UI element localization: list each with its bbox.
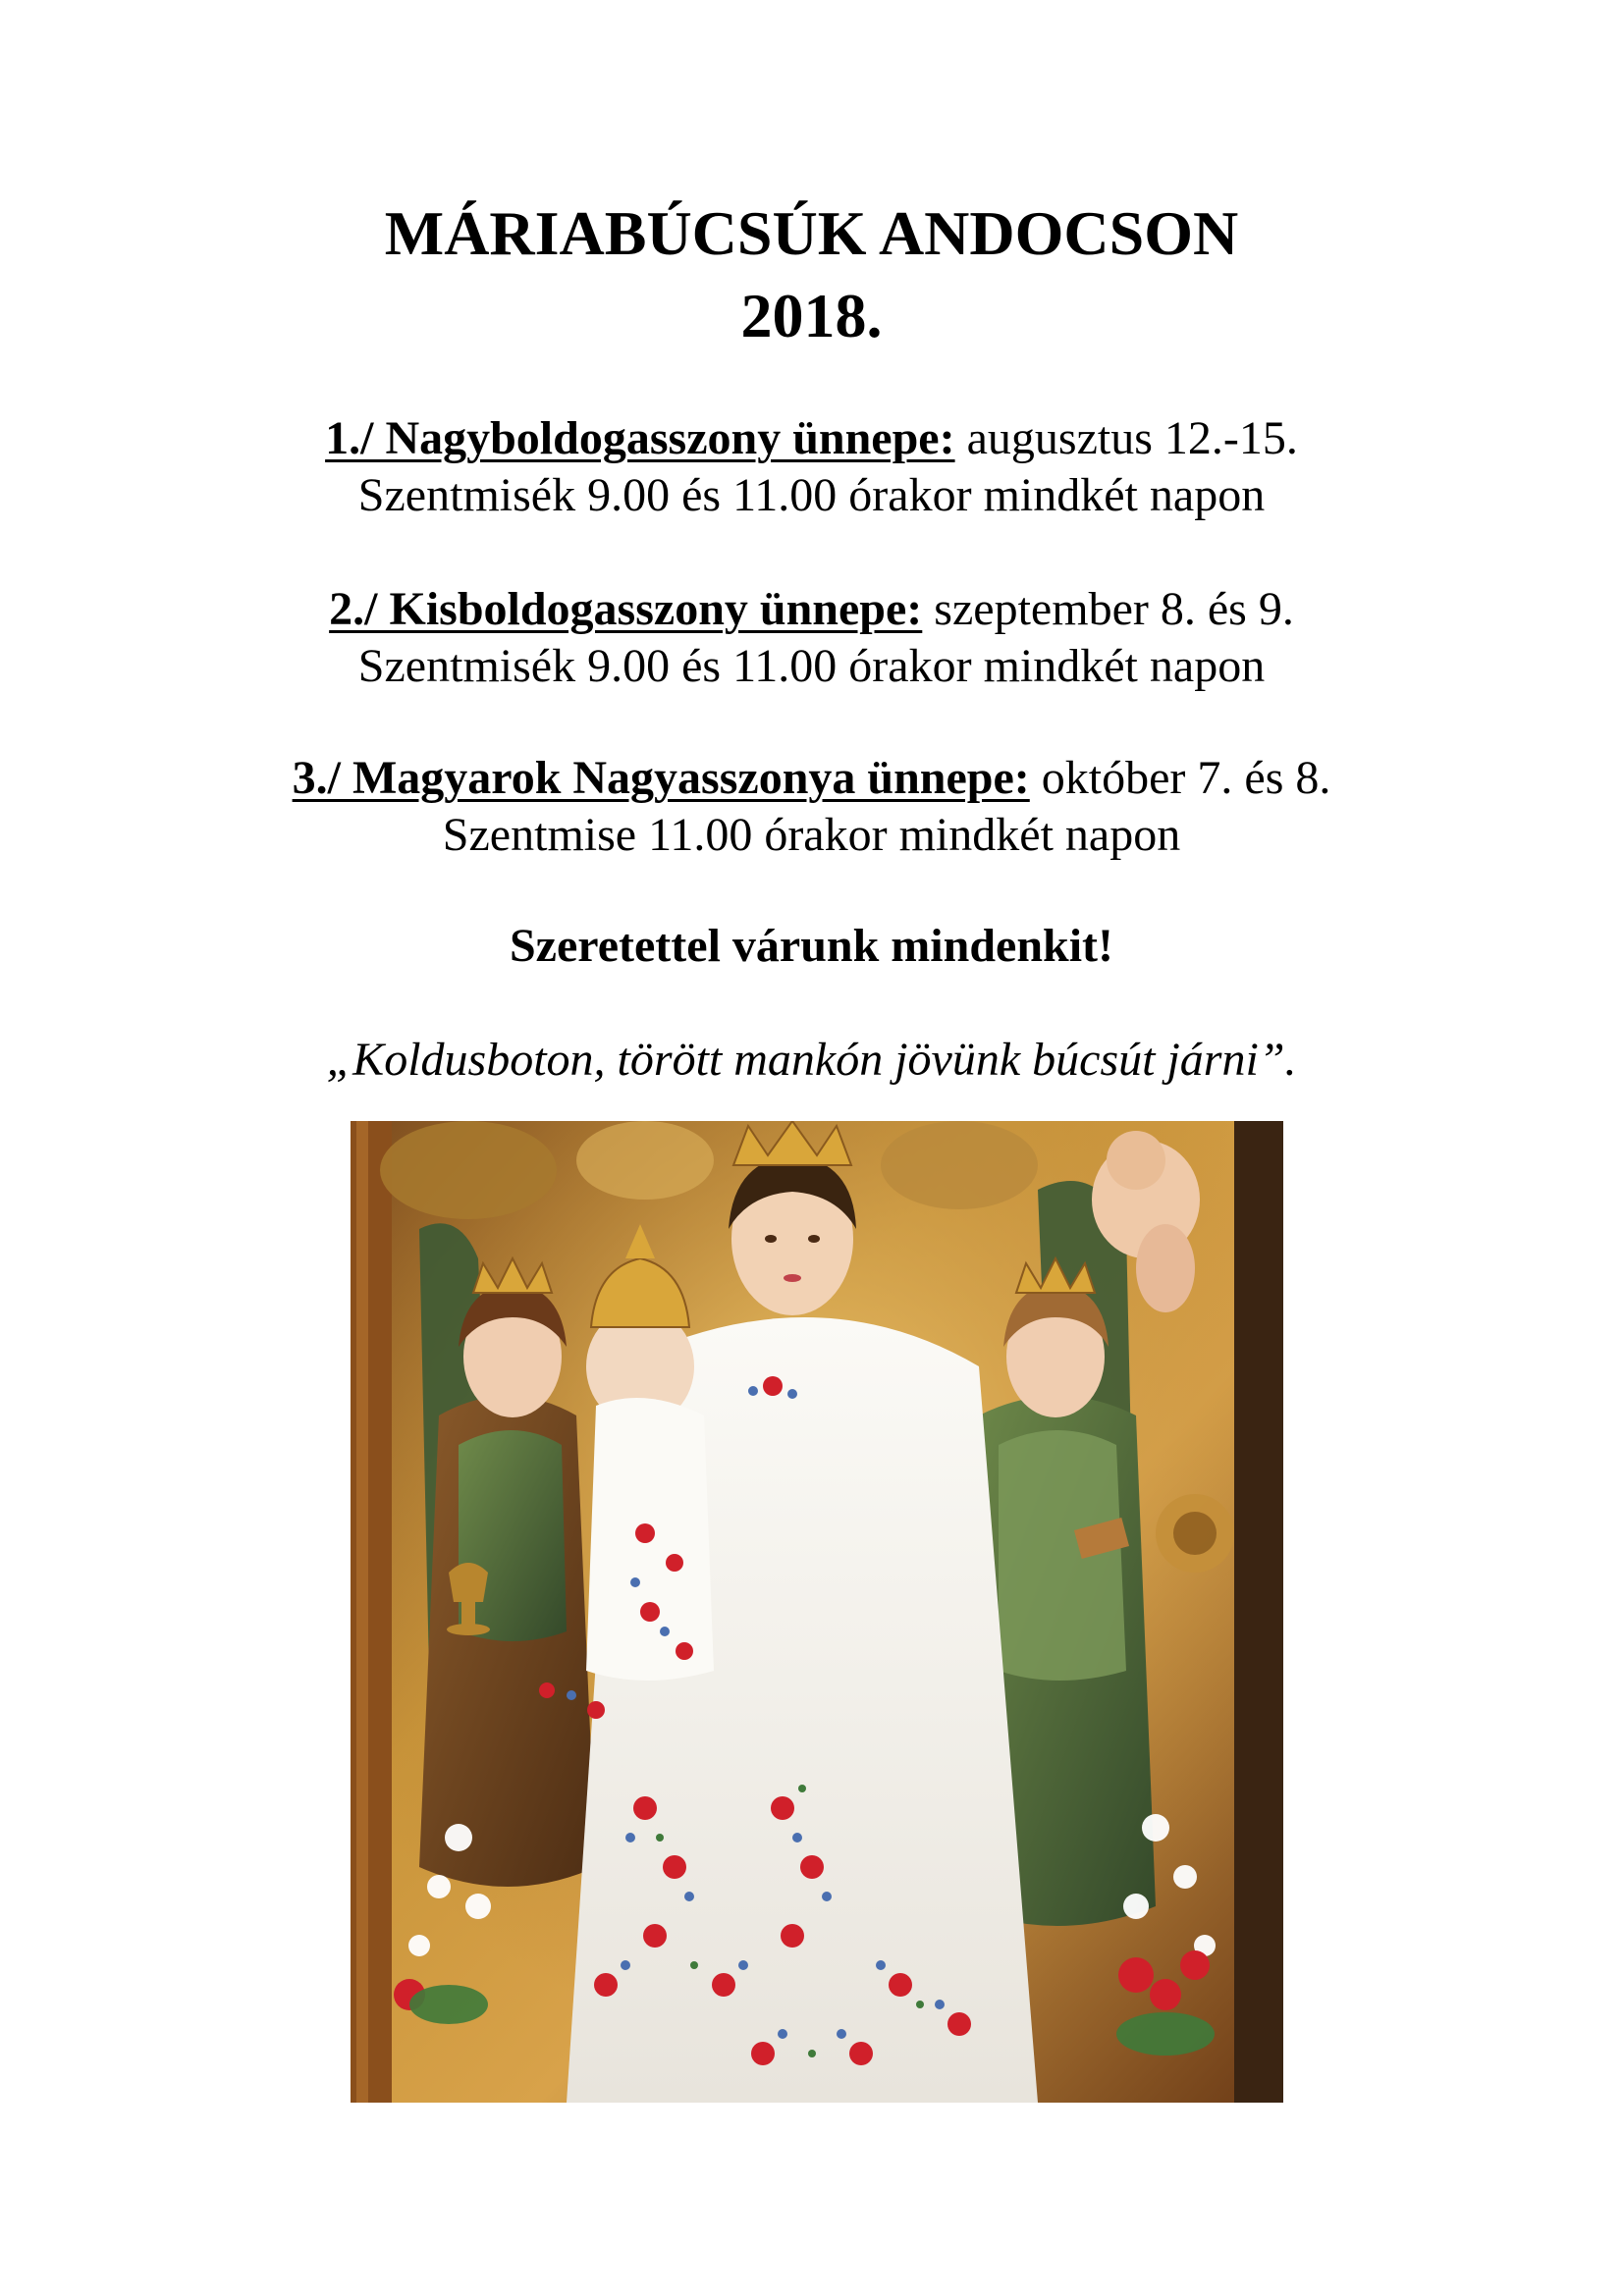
event-detail: Szentmisék 9.00 és 11.00 órakor mindkét napon (357, 469, 1266, 521)
event-date: augusztus 12.-15. (954, 412, 1298, 464)
event-heading: 2./ Kisboldogasszony ünnepe: (329, 583, 923, 635)
event-item (0, 750, 1623, 864)
event-line-main (0, 750, 1623, 807)
page-title: MÁRIABÚCSÚK ANDOCSON (384, 198, 1239, 268)
welcome-message: Szeretettel várunk mindenkit! (509, 920, 1114, 972)
event-detail: Szentmise 11.00 órakor mindkét napon (442, 809, 1181, 861)
madonna-photo-illustration (351, 1121, 1283, 2103)
event-date: szeptember 8. és 9. (922, 583, 1294, 635)
page-title-year: 2018. (740, 281, 883, 350)
event-item (0, 581, 1623, 695)
event-line-main (0, 410, 1623, 467)
event-item (0, 410, 1623, 524)
event-detail: Szentmisék 9.00 és 11.00 órakor mindkét napon (357, 640, 1266, 692)
quote: „Koldusboton, törött mankón jövünk búcsút járni”. (326, 1034, 1297, 1086)
madonna-photo (351, 1121, 1283, 2103)
event-date: október 7. és 8. (1029, 752, 1331, 804)
event-heading: 3./ Magyarok Nagyasszonya ünnepe: (292, 752, 1030, 804)
event-heading: 1./ Nagyboldogasszony ünnepe: (325, 412, 955, 464)
event-line-main (0, 581, 1623, 638)
